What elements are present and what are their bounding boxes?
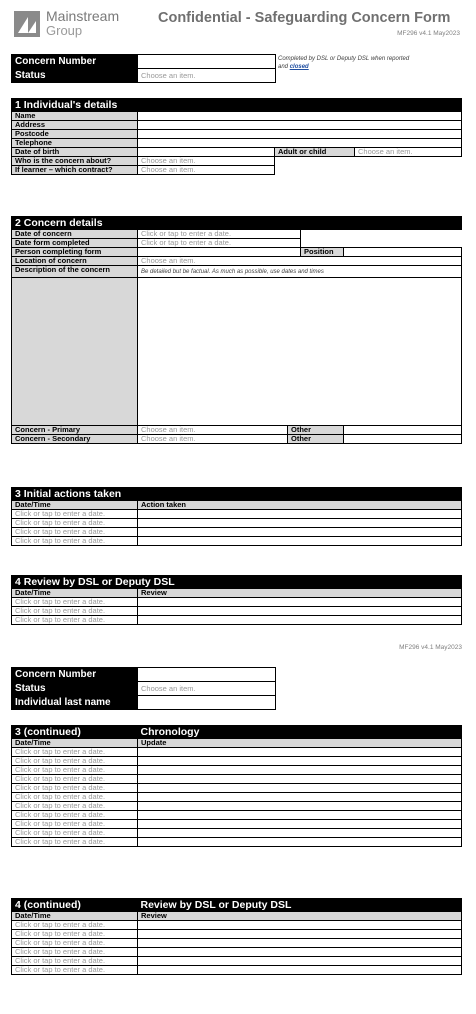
date-picker[interactable]: Click or tap to enter a date. <box>12 607 138 616</box>
table-row <box>12 748 462 757</box>
name-label: Name <box>12 112 138 121</box>
review-continued-title: Review by DSL or Deputy DSL <box>138 899 462 912</box>
p2-status-select[interactable]: Choose an item. <box>138 682 276 696</box>
table-row <box>12 829 462 838</box>
action-taken-header: Action taken <box>138 501 462 510</box>
logo-line1: Mainstream <box>46 8 120 24</box>
table-row <box>12 930 462 939</box>
table-row <box>12 811 462 820</box>
who-select[interactable]: Choose an item. <box>138 157 275 166</box>
logo-line2: Group <box>46 23 83 38</box>
person-completing-field[interactable] <box>138 248 301 257</box>
secondary-select[interactable]: Choose an item. <box>138 435 288 444</box>
primary-select[interactable]: Choose an item. <box>138 426 288 435</box>
secondary-label: Concern - Secondary <box>12 435 138 444</box>
update-field[interactable] <box>138 757 462 766</box>
update-field[interactable] <box>138 802 462 811</box>
section-review-dsl <box>11 575 462 625</box>
telephone-field[interactable] <box>138 139 462 148</box>
date-picker[interactable]: Click or tap to enter a date. <box>12 948 138 957</box>
date-picker[interactable]: Click or tap to enter a date. <box>12 829 138 838</box>
update-field[interactable] <box>138 811 462 820</box>
review-field[interactable] <box>138 921 462 930</box>
date-picker[interactable]: Click or tap to enter a date. <box>12 598 138 607</box>
table-row <box>12 528 462 537</box>
review-field[interactable] <box>138 948 462 957</box>
who-label: Who is the concern about? <box>12 157 138 166</box>
secondary-other-label: Other <box>288 435 344 444</box>
version-label: MF296 v4.1 May2023 <box>397 30 460 37</box>
concern-number-field[interactable] <box>138 55 276 69</box>
date-picker[interactable]: Click or tap to enter a date. <box>12 966 138 975</box>
description-hint: Be detailed but be factual. As much as possible, use dates and times <box>138 266 462 278</box>
update-field[interactable] <box>138 829 462 838</box>
secondary-other-field[interactable] <box>344 435 462 444</box>
name-field[interactable] <box>138 112 462 121</box>
table-row <box>12 802 462 811</box>
action-field[interactable] <box>138 519 462 528</box>
postcode-label: Postcode <box>12 130 138 139</box>
date-completed-label: Date form completed <box>12 239 138 248</box>
action-field[interactable] <box>138 510 462 519</box>
table-row <box>12 793 462 802</box>
date-concern-picker[interactable]: Click or tap to enter a date. <box>138 230 301 239</box>
date-picker[interactable]: Click or tap to enter a date. <box>12 811 138 820</box>
review-header: Review <box>138 589 462 598</box>
review-field[interactable] <box>138 966 462 975</box>
table-row <box>12 957 462 966</box>
date-time-header: Date/Time <box>12 589 138 598</box>
person-completing-label: Person completing form <box>12 248 138 257</box>
learner-label: If learner – which contract? <box>12 166 138 175</box>
date-picker[interactable]: Click or tap to enter a date. <box>12 616 138 625</box>
table-row <box>12 784 462 793</box>
logo-mark-icon <box>14 11 40 37</box>
action-field[interactable] <box>138 528 462 537</box>
status-select[interactable]: Choose an item. <box>138 69 276 83</box>
date-picker[interactable]: Click or tap to enter a date. <box>12 784 138 793</box>
date-picker[interactable]: Click or tap to enter a date. <box>12 748 138 757</box>
update-header: Update <box>138 739 462 748</box>
position-field[interactable] <box>344 248 462 257</box>
date-picker[interactable]: Click or tap to enter a date. <box>12 528 138 537</box>
review-field[interactable] <box>138 598 462 607</box>
review-field[interactable] <box>138 616 462 625</box>
section-1-title: 1 Individual's details <box>12 99 462 112</box>
section-individual-details <box>11 98 462 175</box>
review-header: Review <box>138 912 462 921</box>
page-title: Confidential - Safeguarding Concern Form <box>158 10 451 26</box>
date-picker[interactable]: Click or tap to enter a date. <box>12 939 138 948</box>
review-field[interactable] <box>138 607 462 616</box>
date-picker[interactable]: Click or tap to enter a date. <box>12 838 138 847</box>
closed-link[interactable]: closed <box>289 64 309 70</box>
p2-concern-number-label: Concern Number <box>12 668 138 682</box>
description-field[interactable] <box>138 278 462 426</box>
date-picker[interactable]: Click or tap to enter a date. <box>12 766 138 775</box>
update-field[interactable] <box>138 766 462 775</box>
logo <box>14 9 134 43</box>
adult-child-label: Adult or child <box>275 148 355 157</box>
review-field[interactable] <box>138 939 462 948</box>
section-chronology <box>11 725 462 847</box>
concern-number-label: Concern Number <box>12 55 138 69</box>
date-picker[interactable]: Click or tap to enter a date. <box>12 957 138 966</box>
date-time-header: Date/Time <box>12 912 138 921</box>
review-field[interactable] <box>138 957 462 966</box>
position-label: Position <box>301 248 344 257</box>
table-row <box>12 757 462 766</box>
chronology-title: Chronology <box>138 726 462 739</box>
update-field[interactable] <box>138 838 462 847</box>
date-picker[interactable]: Click or tap to enter a date. <box>12 519 138 528</box>
date-picker[interactable]: Click or tap to enter a date. <box>12 793 138 802</box>
table-row <box>12 838 462 847</box>
table-row <box>12 820 462 829</box>
table-row <box>12 616 462 625</box>
table-row <box>12 948 462 957</box>
learner-select[interactable]: Choose an item. <box>138 166 275 175</box>
table-row <box>12 519 462 528</box>
p2-last-name-field[interactable] <box>138 696 276 710</box>
primary-label: Concern - Primary <box>12 426 138 435</box>
action-field[interactable] <box>138 537 462 546</box>
primary-other-field[interactable] <box>344 426 462 435</box>
section-review-continued <box>11 898 462 975</box>
date-picker[interactable]: Click or tap to enter a date. <box>12 537 138 546</box>
date-picker[interactable]: Click or tap to enter a date. <box>12 775 138 784</box>
review-field[interactable] <box>138 930 462 939</box>
date-time-header: Date/Time <box>12 501 138 510</box>
date-picker[interactable]: Click or tap to enter a date. <box>12 510 138 519</box>
date-picker[interactable]: Click or tap to enter a date. <box>12 921 138 930</box>
footer-version: MF296 v4.1 May2023 <box>399 644 462 651</box>
location-label: Location of concern <box>12 257 138 266</box>
address-field[interactable] <box>138 121 462 130</box>
date-picker[interactable]: Click or tap to enter a date. <box>12 757 138 766</box>
table-row <box>12 921 462 930</box>
date-completed-picker[interactable]: Click or tap to enter a date. <box>138 239 301 248</box>
address-label: Address <box>12 121 138 130</box>
dob-field[interactable] <box>138 148 275 157</box>
section-3c-title: 3 (continued) <box>12 726 138 739</box>
status-label: Status <box>12 69 138 83</box>
postcode-field[interactable] <box>138 130 462 139</box>
section-concern-details <box>11 216 462 444</box>
page2-concern-table <box>11 667 276 710</box>
table-row <box>12 775 462 784</box>
update-field[interactable] <box>138 775 462 784</box>
date-concern-label: Date of concern <box>12 230 138 239</box>
date-time-header: Date/Time <box>12 739 138 748</box>
update-field[interactable] <box>138 820 462 829</box>
table-row <box>12 537 462 546</box>
update-field[interactable] <box>138 784 462 793</box>
table-row <box>12 939 462 948</box>
date-picker[interactable]: Click or tap to enter a date. <box>12 820 138 829</box>
location-select[interactable]: Choose an item. <box>138 257 462 266</box>
description-label: Description of the concern <box>12 266 138 278</box>
p2-status-label: Status <box>12 682 138 696</box>
update-field[interactable] <box>138 748 462 757</box>
section-4-title: 4 Review by DSL or Deputy DSL <box>12 576 462 589</box>
dob-label: Date of birth <box>12 148 138 157</box>
section-2-title: 2 Concern details <box>12 217 462 230</box>
concern-status-table <box>11 54 276 83</box>
table-row <box>12 598 462 607</box>
table-row <box>12 510 462 519</box>
table-row <box>12 607 462 616</box>
date-picker[interactable]: Click or tap to enter a date. <box>12 802 138 811</box>
completed-by-note: Completed by DSL or Deputy DSL when reported and closed <box>278 56 410 70</box>
section-4c-title: 4 (continued) <box>12 899 138 912</box>
table-row <box>12 966 462 975</box>
primary-other-label: Other <box>288 426 344 435</box>
p2-last-name-label: Individual last name <box>12 696 138 710</box>
telephone-label: Telephone <box>12 139 138 148</box>
p2-concern-number-field[interactable] <box>138 668 276 682</box>
adult-child-select[interactable]: Choose an item. <box>355 148 462 157</box>
section-initial-actions <box>11 487 462 546</box>
table-row <box>12 766 462 775</box>
date-picker[interactable]: Click or tap to enter a date. <box>12 930 138 939</box>
section-3-title: 3 Initial actions taken <box>12 488 462 501</box>
update-field[interactable] <box>138 793 462 802</box>
